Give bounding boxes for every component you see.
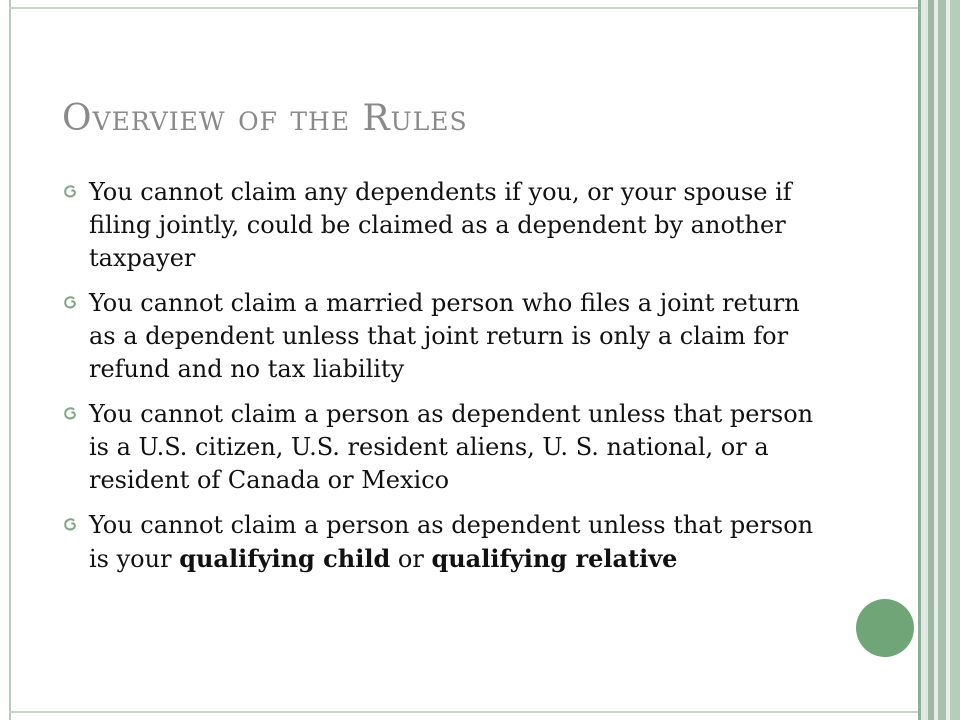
stripe	[921, 0, 928, 720]
bullet-item	[62, 287, 822, 386]
bullet-text: You cannot claim a person as dependent unless that person is a U.S. citizen, U.S. resident aliens, U. S. national, or a resident of Canada or Mexico	[89, 400, 814, 494]
hollow-swirl-bullet-icon	[62, 406, 78, 422]
frame-bottom-border	[9, 711, 919, 713]
bullet-item	[62, 176, 822, 275]
frame-top-border	[9, 7, 919, 9]
decorative-circle	[856, 599, 914, 657]
bullet-emphasis: qualifying relative	[431, 544, 678, 573]
hollow-swirl-bullet-icon	[62, 295, 78, 311]
bullet-item	[62, 398, 822, 497]
frame-left-border	[9, 0, 11, 720]
stripe	[950, 0, 960, 720]
bullet-item	[62, 509, 822, 576]
bullet-text: You cannot claim a married person who files a joint return as a dependent unless that joint return is only a claim for refund and no tax liability	[89, 289, 800, 383]
hollow-swirl-bullet-icon	[62, 184, 78, 200]
hollow-swirl-bullet-icon	[62, 517, 78, 533]
bullet-list	[62, 176, 822, 588]
bullet-text: You cannot claim a person as dependent unless that person is your	[89, 511, 814, 573]
stripe	[938, 0, 946, 720]
slide-title: Overview of the Rules	[62, 98, 468, 139]
bullet-text: or	[390, 545, 432, 573]
decorative-stripes	[918, 0, 960, 720]
bullet-text: You cannot claim any dependents if you, or your spouse if filing jointly, could be claimed as a dependent by another taxpayer	[89, 178, 792, 272]
bullet-emphasis: qualifying child	[179, 544, 391, 573]
